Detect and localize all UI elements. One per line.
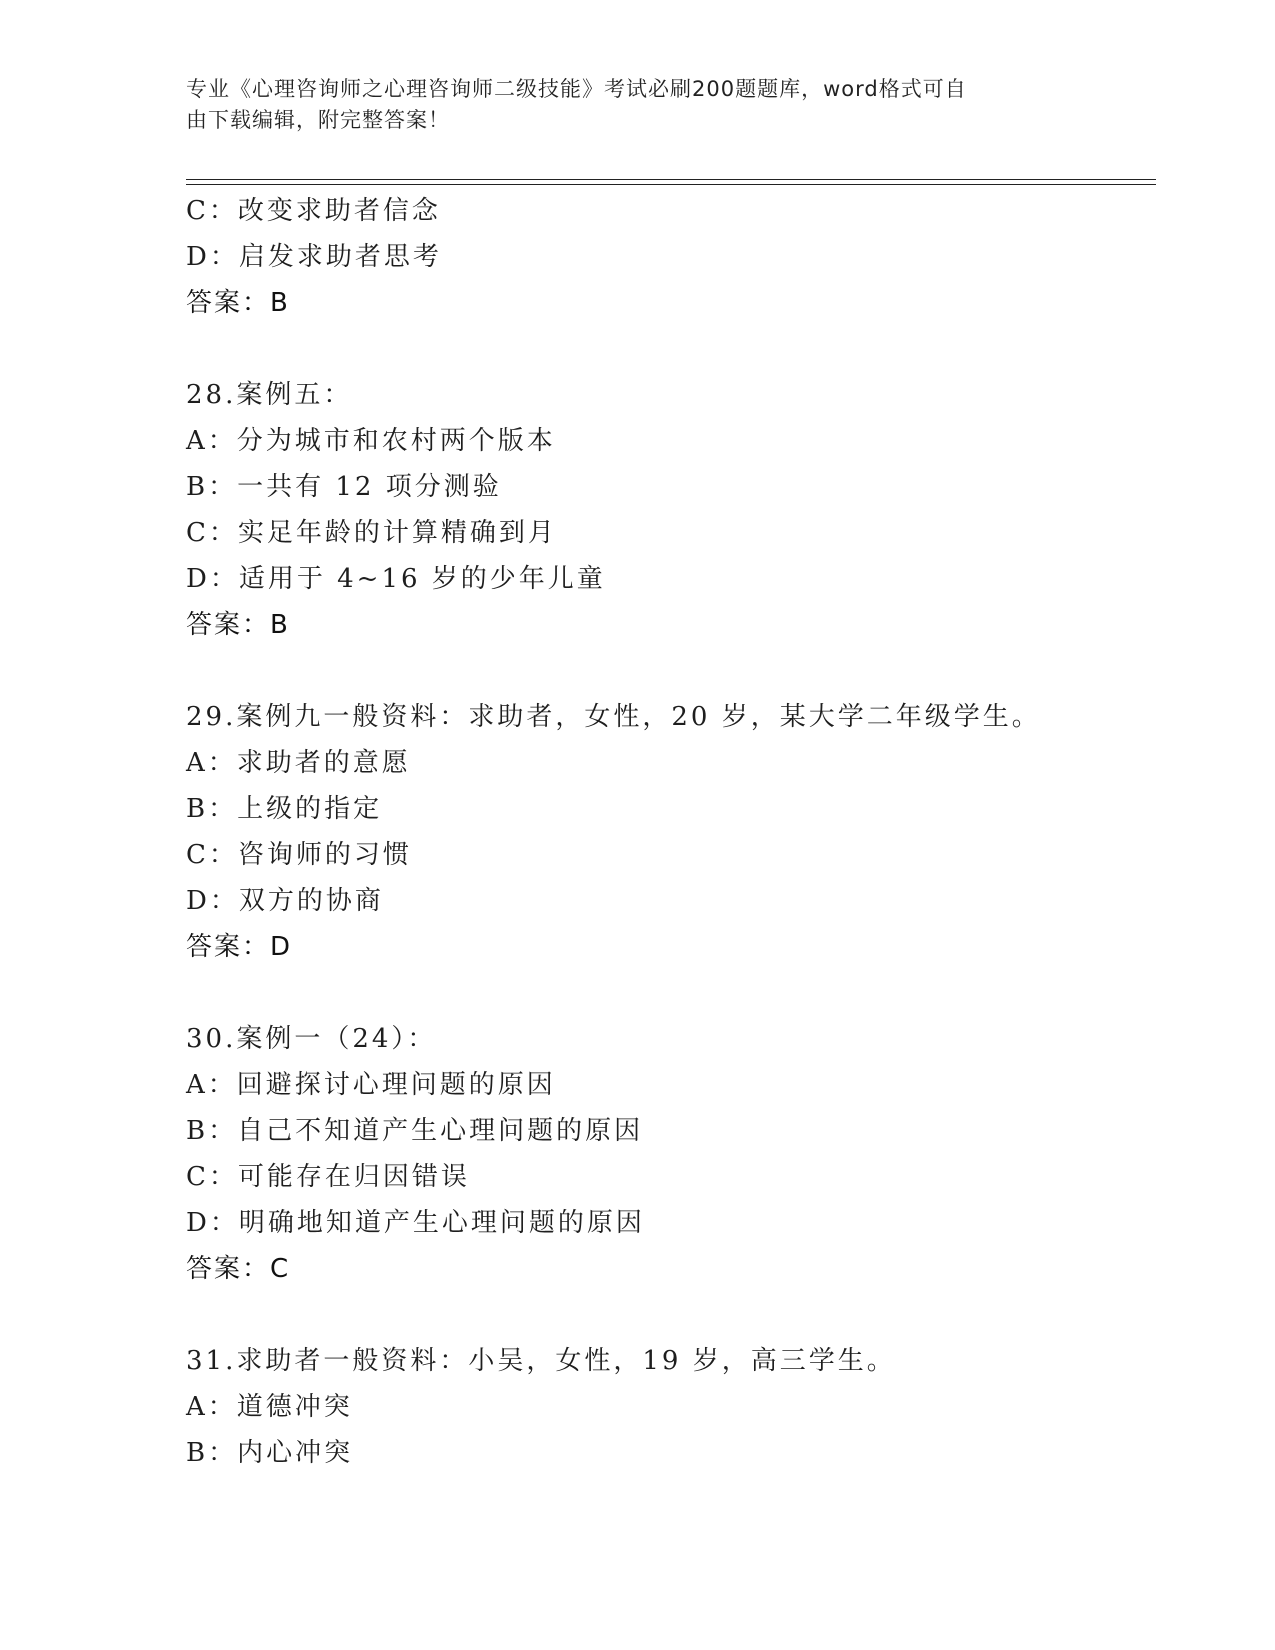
option-d: D：明确地知道产生心理问题的原因	[186, 1208, 645, 1238]
answer-label: 答案：D	[186, 932, 293, 962]
option-b: B：自己不知道产生心理问题的原因	[186, 1116, 644, 1146]
header-line-1: 专业《心理咨询师之心理咨询师二级技能》考试必刷200题题库，word格式可自	[186, 77, 967, 101]
question-30	[186, 1016, 1186, 1292]
question-stem: 30.案例一（24）：	[186, 1024, 437, 1054]
question-31	[186, 1338, 1186, 1476]
option-c: C：实足年龄的计算精确到月	[186, 518, 557, 548]
option-a: A：分为城市和农村两个版本	[186, 426, 556, 456]
question-28	[186, 372, 1186, 648]
header-line-2: 由下载编辑，附完整答案！	[186, 108, 450, 132]
spacer	[186, 1292, 1186, 1338]
question-27-tail	[186, 188, 1186, 326]
question-stem: 29.案例九一般资料：求助者，女性，20 岁，某大学二年级学生。	[186, 702, 1041, 732]
answer-label: 答案：B	[186, 610, 290, 640]
option-b: B：一共有 12 项分测验	[186, 472, 502, 502]
answer-label: 答案：C	[186, 1254, 291, 1284]
question-list	[186, 188, 1186, 1476]
spacer	[186, 326, 1186, 372]
option-d: D：启发求助者思考	[186, 242, 442, 272]
question-stem: 28.案例五：	[186, 380, 353, 410]
option-b: B：内心冲突	[186, 1438, 354, 1468]
answer-label: 答案：B	[186, 288, 290, 318]
question-stem: 31.求助者一般资料：小吴，女性，19 岁，高三学生。	[186, 1346, 896, 1376]
option-d: D：适用于 4~16 岁的少年儿童	[186, 564, 606, 594]
option-c: C：咨询师的习惯	[186, 840, 412, 870]
option-b: B：上级的指定	[186, 794, 383, 824]
option-a: A：道德冲突	[186, 1392, 353, 1422]
question-29	[186, 694, 1186, 970]
header-divider-bottom	[186, 184, 1156, 185]
option-c: C：可能存在归因错误	[186, 1162, 470, 1192]
spacer	[186, 970, 1186, 1016]
option-a: A：求助者的意愿	[186, 748, 411, 778]
document-header	[186, 74, 1066, 136]
header-divider-top	[186, 179, 1156, 180]
option-a: A：回避探讨心理问题的原因	[186, 1070, 556, 1100]
spacer	[186, 648, 1186, 694]
option-d: D：双方的协商	[186, 886, 384, 916]
option-c: C：改变求助者信念	[186, 196, 441, 226]
